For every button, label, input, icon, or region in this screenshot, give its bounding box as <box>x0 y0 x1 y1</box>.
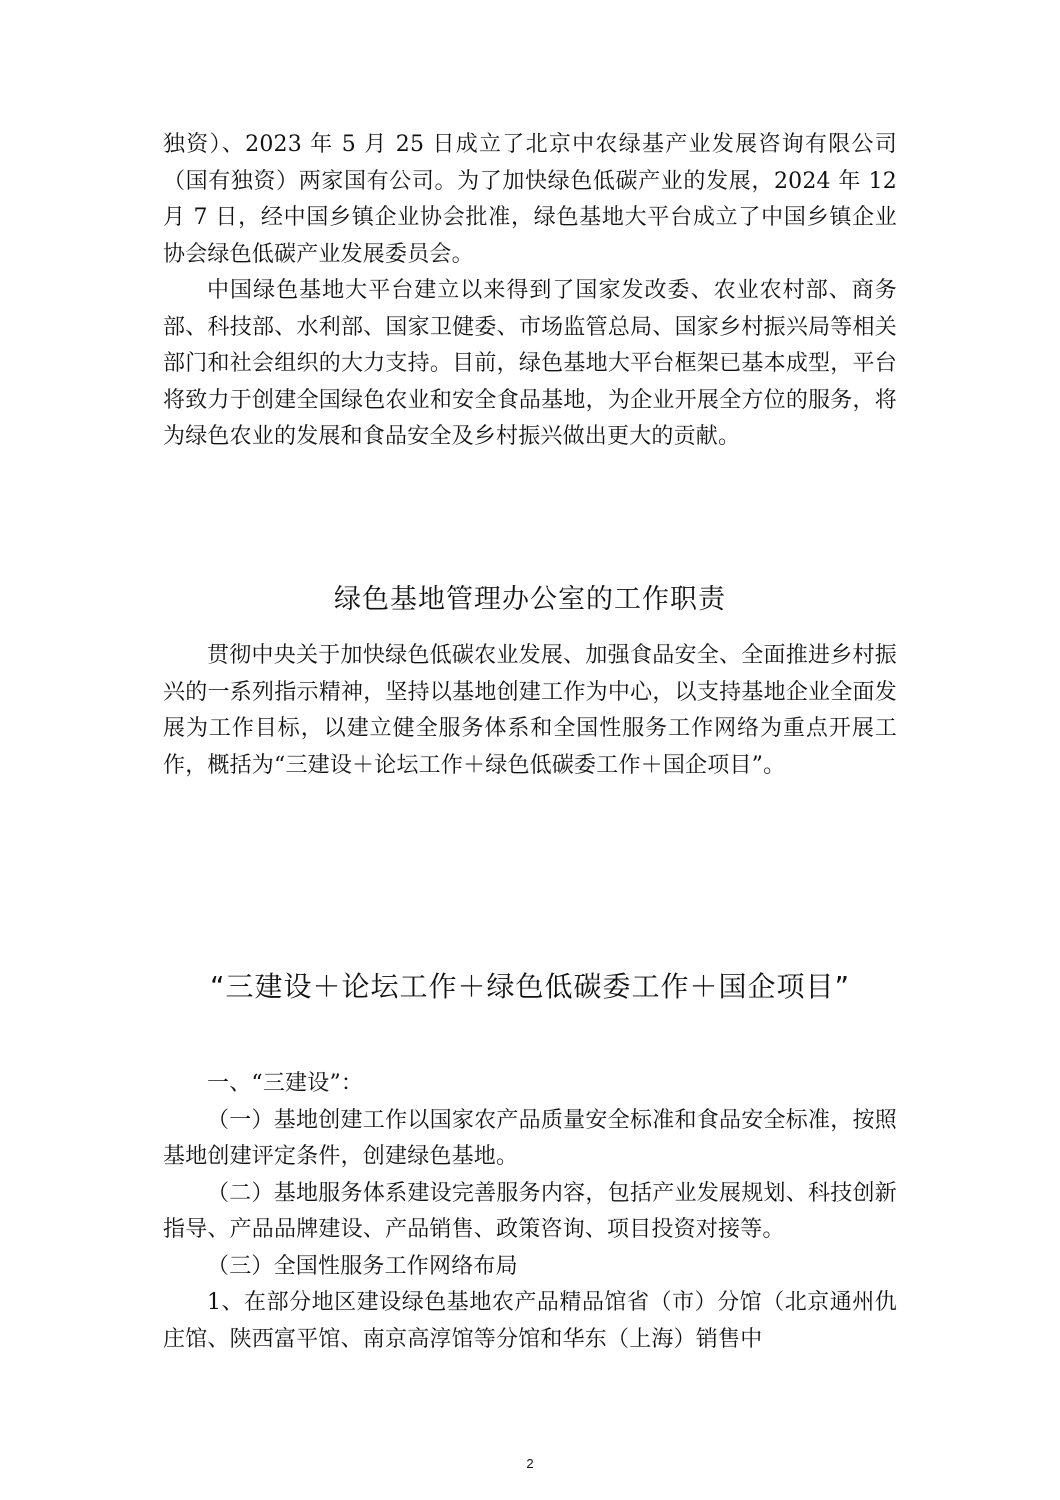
section-2-body <box>163 1066 897 1358</box>
item-heading: 一、“三建设”： <box>207 1071 364 1096</box>
sub-item-3-point-1: 1、在部分地区建设绿色基地农产品精品馆省（市）分馆（北京通州仇庄馆、陕西富平馆、南京高淳馆等分馆和华东（上海）销售中 <box>163 1290 897 1352</box>
intro-block <box>163 127 897 456</box>
section-1-title: 绿色基地管理办公室的工作职责 <box>334 584 726 615</box>
section-1-paragraph: 贯彻中央关于加快绿色低碳农业发展、加强食品安全、全面推进乡村振兴的一系列指示精神，坚持以基地创建工作为中心，以支持基地企业全面发展为工作目标，以建立健全服务体系和全国性服务工作网络为重点开展工作，概括为“三建设＋论坛工作＋绿色低碳委工作＋国企项目”。 <box>163 643 897 778</box>
section-2-title: “三建设＋论坛工作＋绿色低碳委工作＋国企项目” <box>209 970 850 1003</box>
intro-paragraph-2: 中国绿色基地大平台建立以来得到了国家发改委、农业农村部、商务部、科技部、水利部、国家卫健委、市场监管总局、国家乡村振兴局等相关部门和社会组织的大力支持。目前，绿色基地大平台框架已基本成型，平台将致力于创建全国绿色农业和安全食品基地，为企业开展全方位的服务，将为绿色农业的发展和食品安全及乡村振兴做出更大的贡献。 <box>163 278 897 449</box>
section-1-body <box>163 638 897 784</box>
sub-item-3: （三）全国性服务工作网络布局 <box>207 1253 518 1279</box>
intro-paragraph-1: 独资）、2023 年 5 月 25 日成立了北京中农绿基产业发展咨询有限公司（国有独资）两家国有公司。为了加快绿色低碳产业的发展，2024 年 12 月 7 日，经中国乡镇企业协会批准，绿色基地大平台成立了中国乡镇企业协会绿色低碳产业发展委员会。 <box>163 132 897 267</box>
sub-item-2: （二）基地服务体系建设完善服务内容，包括产业发展规划、科技创新指导、产品品牌建设、产品销售、政策咨询、项目投资对接等。 <box>163 1180 897 1242</box>
page-number: 2 <box>526 1456 534 1471</box>
sub-item-1: （一）基地创建工作以国家农产品质量安全标准和食品安全标准，按照基地创建评定条件，创建绿色基地。 <box>163 1107 897 1169</box>
